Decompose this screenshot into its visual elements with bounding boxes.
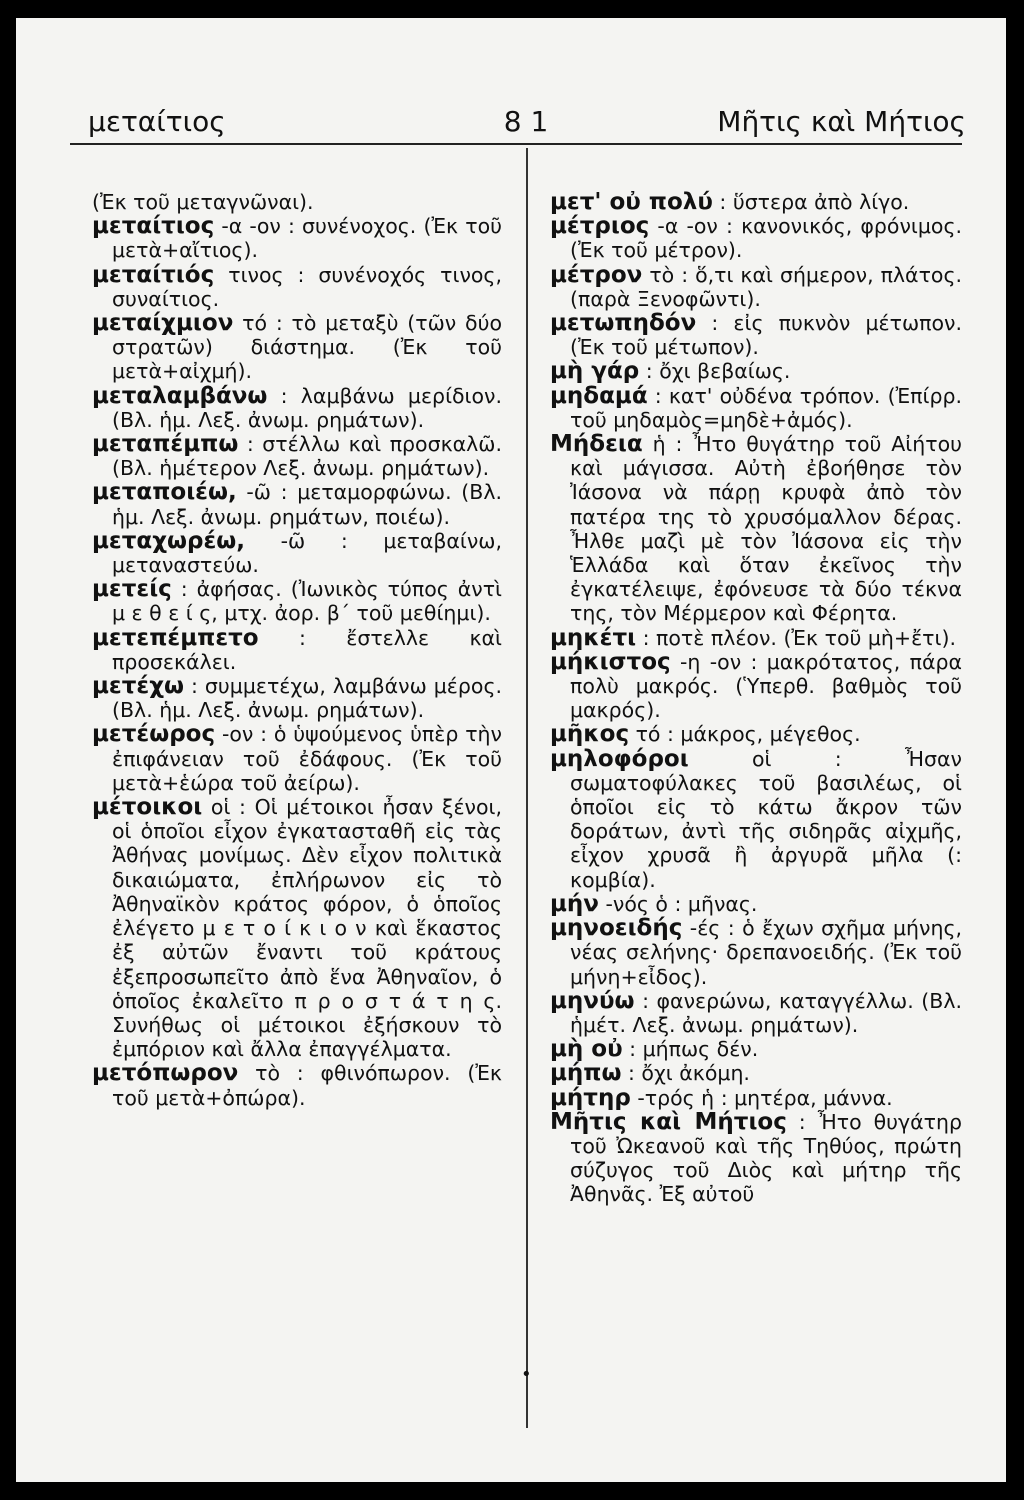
dictionary-entry: Μήδεια ἡ : Ἦτο θυγάτηρ τοῦ Αἰήτου καὶ μάγισσα. Αὐτὴ ἐβοήθησε τὸν Ἰάσονα νὰ πάρῃ κρυφὰ ἀπὸ τὸν πατέρα της τὸ χρυσόμαλλον δέρας. Ἦλθε μαζὶ μὲ τὸν Ἰάσονα εἰς τὴν Ἑλλάδα καὶ ὅταν ἐκεῖνος τὴν ἐγκατέλειψε, ἐφόνευσε τὰ δύο τέκνα της, τὸν Μέρμερον καὶ Φέρητα. [550,431,962,626]
dictionary-entry: μὴ οὐ : μήπως δέν. [550,1036,759,1063]
page-number: 8 1 [503,105,549,138]
dictionary-entry: μέτοικοι οἱ : Οἱ μέτοικοι ἦσαν ξένοι, οἱ ὁποῖοι εἶχον ἐγκατασταθῆ εἰς τὰς Ἀθήνας μονίμως. Δὲν εἶχον πολιτικὰ δικαιώματα, ἐπλήρωνον εἰς τὸ Ἀθηναϊκὸν κράτος φόρον, ὁ ὁποῖος ἐλέγετο μ ε τ ο ί κ ι ο ν καὶ ἕκαστος ἐξ αὐτῶν ἔναντι τοῦ κράτους ἐξεπροσωπεῖτο ἀπὸ ἕνα Ἀθηναῖον, ὁ ὁποῖος ἐκαλεῖτο π ρ ο σ τ ά τ η ς. Συνήθως οἱ μέτοικοι ἐξήσκουν τὸ ἐμπόριον καὶ ἄλλα ἐπαγγέλματα. [92,794,502,1062]
right-column [550,190,962,1207]
header-rule [70,143,962,145]
dictionary-entry: (Ἐκ τοῦ μεταγνῶναι). [92,190,314,214]
dictionary-entry: μετ' οὐ πολύ : ὕστερα ἀπὸ λίγο. [550,189,910,215]
header-right-word: Μῆτις καὶ Μήτιος [717,105,966,138]
dictionary-entry: μηκέτι : ποτὲ πλέον. (Ἐκ τοῦ μὴ+ἔτι). [550,624,956,651]
dictionary-entry: μετείς : ἀφήσας. (Ἰωνικὸς τύπος ἀντὶ μ ε θ ε ί ς, μτχ. ἀορ. β΄ τοῦ μεθίημι). [92,576,502,626]
dictionary-entry: μήν -νός ὁ : μῆνας. [550,890,758,917]
dictionary-entry: Μῆτις καὶ Μήτιος : Ἦτο θυγάτηρ τοῦ Ὠκεανοῦ καὶ τῆς Τηθύος, πρώτη σύζυγος τοῦ Διὸς καὶ μήτηρ τῆς Ἀθηνᾶς. Ἐξ αὐτοῦ [550,1108,962,1207]
dictionary-entry: μέτρον τὸ : ὅ,τι καὶ σήμερον, πλάτος. (παρὰ Ξενοφῶντι). [550,261,962,311]
dictionary-entry: μετωπηδόν : εἰς πυκνὸν μέτωπον. (Ἐκ τοῦ μέτωπον). [550,310,962,360]
dictionary-entry: μῆκος τό : μάκρος, μέγεθος. [550,721,861,748]
header-left-word: μεταίτιος [88,105,226,138]
dictionary-entry: μεταίτιος -α -ον : συνένοχος. (Ἐκ τοῦ μετὰ+αἴτιος). [92,213,502,263]
dictionary-entry: μεταίχμιον τό : τὸ μεταξὺ (τῶν δύο στρατῶν) διάστημα. (Ἐκ τοῦ μετὰ+αἰχμή). [92,310,502,384]
dictionary-entry: μηνοειδής -ές : ὁ ἔχων σχῆμα μήνης, νέας σελήνης· δρεπανοειδής. (Ἐκ τοῦ μήνη+εἶδος). [550,915,962,989]
dictionary-entry: μηδαμά : κατ' οὐδένα τρόπον. (Ἐπίρρ. τοῦ μηδαμὸς=μηδὲ+ἀμός). [550,382,962,432]
dictionary-entry: μήκιστος -η -ον : μακρότατος, πάρα πολὺ μακρός. (Ὑπερθ. βαθμὸς τοῦ μακρός). [550,648,962,723]
margin-dot: • [521,1364,532,1385]
dictionary-entry: μεταλαμβάνω : λαμβάνω μερίδιον. (Βλ. ἡμ. Λεξ. ἀνωμ. ρημάτων). [92,382,502,432]
dictionary-entry: μετόπωρον τὸ : φθινόπωρον. (Ἐκ τοῦ μετὰ+ὀπώρα). [92,1060,502,1110]
left-column [92,190,502,1110]
dictionary-entry: μεταχωρέω, -ῶ : μεταβαίνω, μεταναστεύω. [92,527,502,578]
running-header [88,102,966,142]
dictionary-entry: μηνύω : φανερώνω, καταγγέλλω. (Βλ. ἡμέτ. Λεξ. ἀνωμ. ρημάτων). [550,987,962,1037]
dictionary-entry: μήπω : ὄχι ἀκόμη. [550,1060,750,1087]
dictionary-entry: μεταπέμπω : στέλλω καὶ προσκαλῶ. (Βλ. ἡμέτερον Λεξ. ἀνωμ. ρημάτων). [92,431,502,481]
dictionary-entry: μετέχω : συμμετέχω, λαμβάνω μέρος. (Βλ. ἡμ. Λεξ. ἀνωμ. ρημάτων). [92,673,502,723]
dictionary-entry: μεταίτιός τινος : συνένοχός τινος, συναίτιος. [92,261,502,311]
dictionary-entry: μήτηρ -τρός ἡ : μητέρα, μάννα. [550,1084,893,1111]
dictionary-entry: μετεπέμπετο : ἔστελλε καὶ προσεκάλει. [92,624,502,674]
dictionary-entry: μέτριος -α -ον : κανονικός, φρόνιμος. (Ἐκ τοῦ μέτρον). [550,213,962,263]
page [16,18,1006,1482]
dictionary-entry: μηλοφόροι οἱ : Ἦσαν σωματοφύλακες τοῦ βασιλέως, οἱ ὁποῖοι εἰς τὸ κάτω ἄκρον τῶν δοράτων, ἀντὶ τῆς σιδηρᾶς αἰχμῆς, εἶχον χρυσᾶ ἢ ἀργυρᾶ μῆλα (: κομβία). [550,745,962,892]
dictionary-entry: μεταποιέω, -ῶ : μεταμορφώνω. (Βλ. ἡμ. Λεξ. ἀνωμ. ρημάτων, ποιέω). [92,479,502,529]
dictionary-entry: μετέωρος -ον : ὁ ὑψούμενος ὑπὲρ τὴν ἐπιφάνειαν τοῦ ἐδάφους. (Ἐκ τοῦ μετὰ+ἑώρα τοῦ ἀείρω). [92,721,502,795]
column-divider [526,148,528,1428]
dictionary-entry: μὴ γάρ : ὄχι βεβαίως. [550,358,791,385]
